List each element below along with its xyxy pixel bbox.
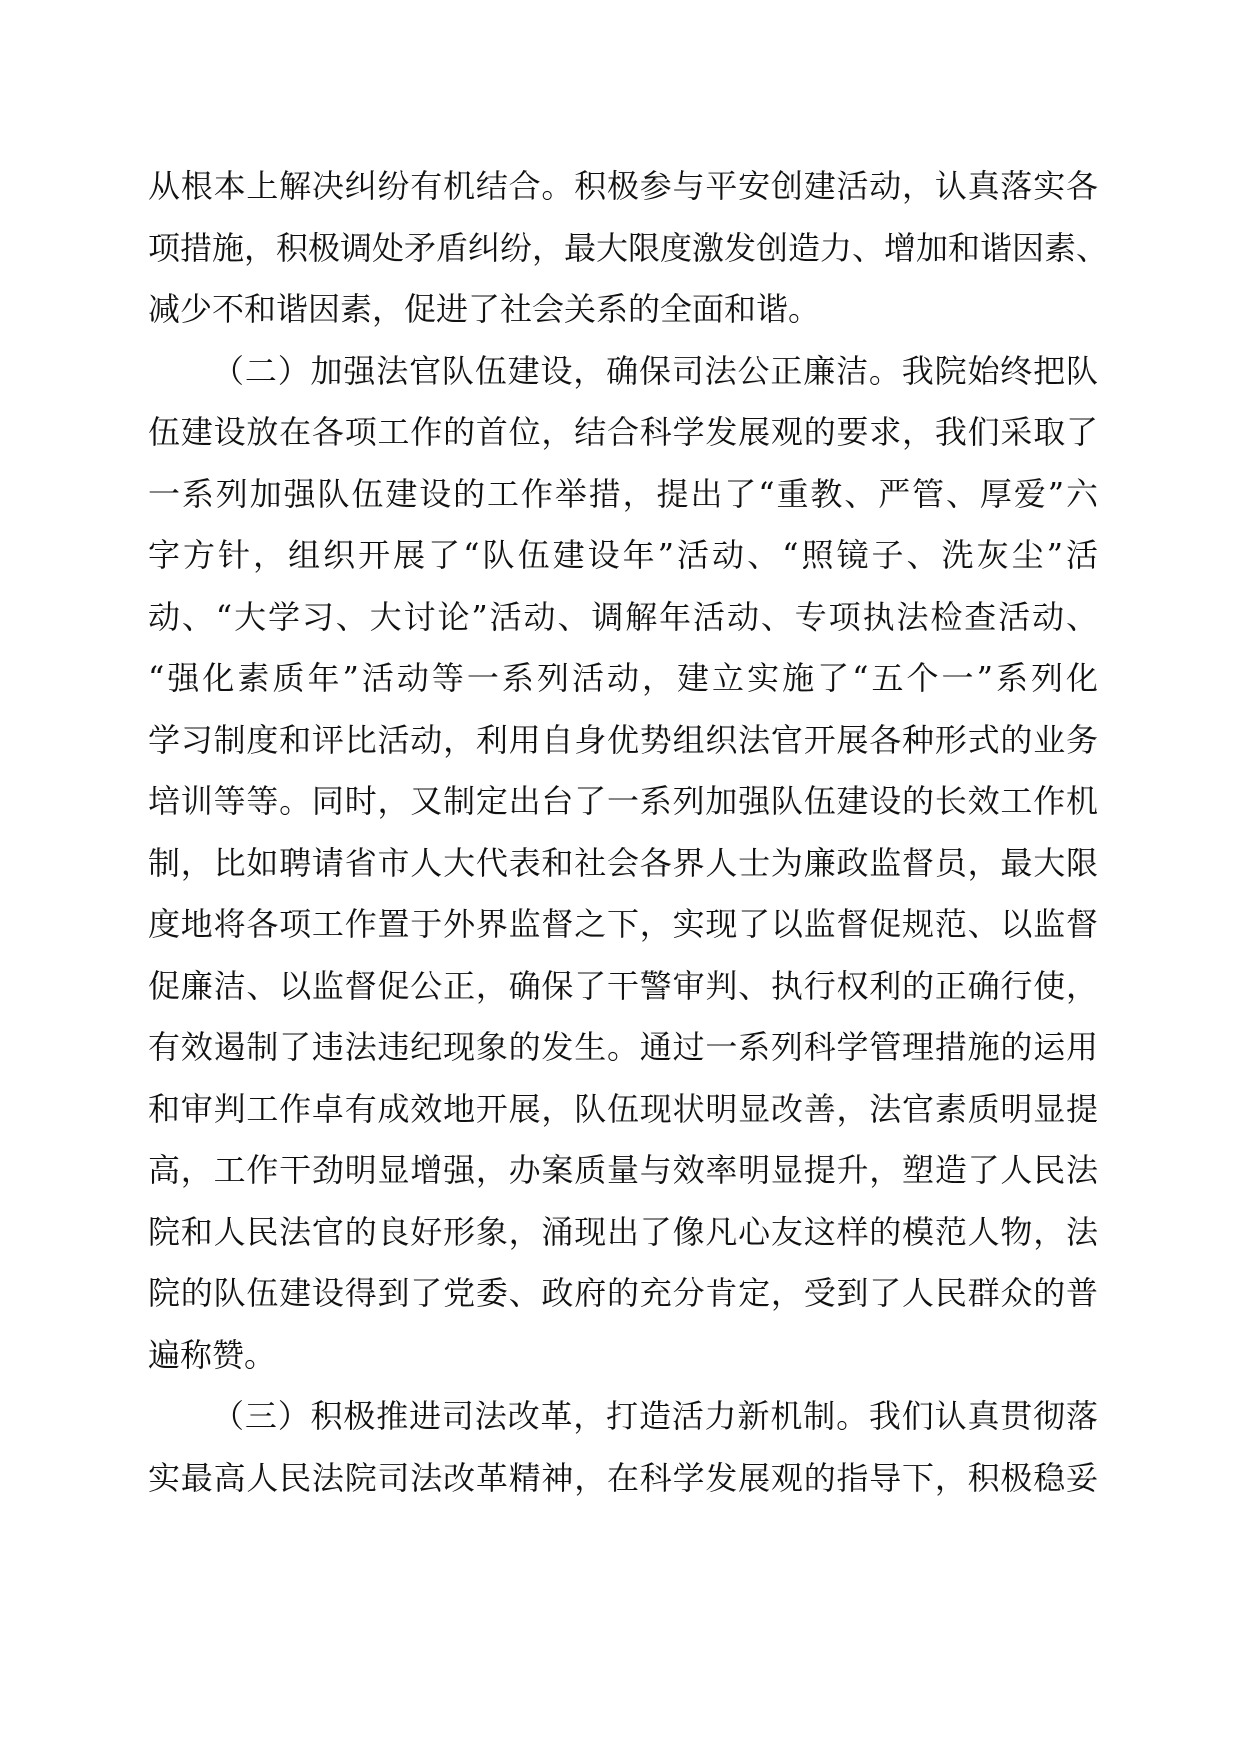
p2-line-7: 学习制度和评比活动，利用自身优势组织法官开展各种形式的业务 bbox=[148, 720, 1098, 759]
p2-line-5: 动、“大学习、大讨论”活动、调解年活动、专项执法检查活动、 bbox=[148, 597, 1098, 636]
p1-line-2: 项措施，积极调处矛盾纠纷，最大限度激发创造力、增加和谐因素、 bbox=[148, 228, 1109, 267]
p2-line-6: “强化素质年”活动等一系列活动，建立实施了“五个一”系列化 bbox=[148, 659, 1098, 697]
p2-line-11: 促廉洁、以监督促公正，确保了干警审判、执行权利的正确行使， bbox=[148, 966, 1098, 1005]
p2-line-2: 伍建设放在各项工作的首位，结合科学发展观的要求，我们采取了 bbox=[148, 413, 1098, 451]
p2-line-17: 遍称赞。 bbox=[148, 1335, 277, 1374]
p2-line-4: 字方针，组织开展了“队伍建设年”活动、“照镜子、洗灰尘”活 bbox=[148, 536, 1098, 574]
p2-line-16: 院的队伍建设得到了党委、政府的充分肯定，受到了人民群众的普 bbox=[148, 1274, 1098, 1312]
p1-line-3: 减少不和谐因素，促进了社会关系的全面和谐。 bbox=[148, 290, 821, 328]
p1-line-1: 从根本上解决纠纷有机结合。积极参与平安创建活动，认真落实各 bbox=[148, 167, 1098, 205]
p2-line-9: 制，比如聘请省市人大代表和社会各界人士为廉政监督员，最大限 bbox=[148, 843, 1098, 882]
p2-line-10: 度地将各项工作置于外界监督之下，实现了以监督促规范、以监督 bbox=[148, 905, 1098, 943]
p2-line-1: （二）加强法官队伍建设，确保司法公正廉洁。我院始终把队 bbox=[212, 351, 1098, 390]
p3-line-1: （三）积极推进司法改革，打造活力新机制。我们认真贯彻落 bbox=[212, 1397, 1098, 1435]
document-body bbox=[148, 156, 1109, 1509]
p2-line-13: 和审判工作卓有成效地开展，队伍现状明显改善，法官素质明显提 bbox=[148, 1089, 1098, 1128]
p2-line-8: 培训等等。同时，又制定出台了一系列加强队伍建设的长效工作机 bbox=[148, 782, 1098, 820]
p2-line-14: 高，工作干劲明显增强，办案质量与效率明显提升，塑造了人民法 bbox=[148, 1151, 1098, 1189]
p2-line-3: 一系列加强队伍建设的工作举措，提出了“重教、严管、厚爱”六 bbox=[148, 474, 1098, 513]
p3-line-2: 实最高人民法院司法改革精神，在科学发展观的指导下，积极稳妥 bbox=[148, 1458, 1098, 1497]
p2-line-15: 院和人民法官的良好形象，涌现出了像凡心友这样的模范人物，法 bbox=[148, 1212, 1098, 1251]
p2-line-12: 有效遏制了违法违纪现象的发生。通过一系列科学管理措施的运用 bbox=[148, 1028, 1098, 1066]
